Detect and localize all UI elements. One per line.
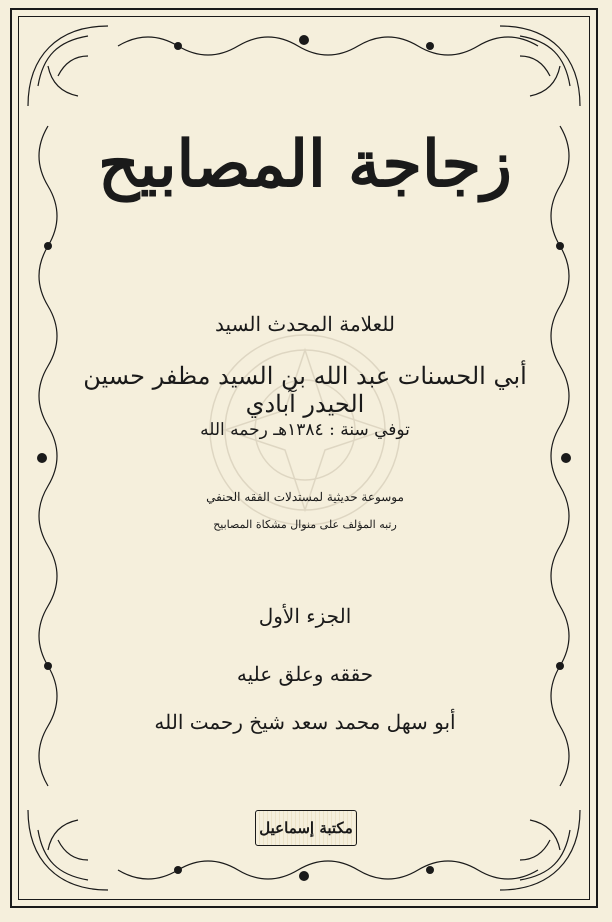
author-intro: للعلامة المحدث السيد <box>215 312 395 336</box>
subtitle: موسوعة حديثية لمستدلات الفقه الحنفي <box>206 490 404 504</box>
volume-label: الجزء الأول <box>258 604 352 628</box>
death-note: توفي سنة : ١٣٨٤هـ رحمه الله <box>200 420 410 440</box>
editor-name: أبو سهل محمد سعد شيخ رحمت الله <box>154 710 456 734</box>
title-page-content <box>70 100 540 837</box>
subtitle-note: رتبه المؤلف على منوال مشكاة المصابيح <box>213 518 397 531</box>
editor-intro: حققه وعلق عليه <box>236 662 374 686</box>
author-name: أبي الحسنات عبد الله بن السيد مظفر حسين الحيدر آبادي <box>83 362 527 418</box>
publisher-logo: مكتبة إسماعيل <box>255 810 357 846</box>
book-title: زجاجة المصابيح <box>98 127 512 202</box>
